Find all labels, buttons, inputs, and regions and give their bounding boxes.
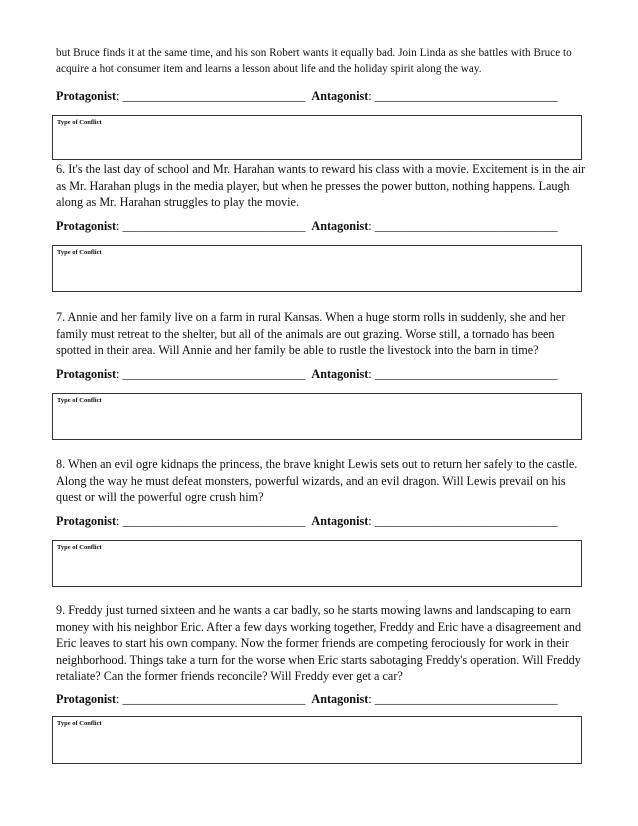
protagonist-label: Protagonist bbox=[56, 367, 117, 381]
antagonist-label: Antagonist bbox=[311, 367, 369, 381]
antagonist-blank[interactable]: ______________________________ bbox=[374, 367, 558, 381]
protagonist-antagonist-row: Protagonist: ______________________________ Antagonist: ______________________________ bbox=[56, 367, 558, 381]
conflict-box[interactable] bbox=[52, 245, 582, 292]
antagonist-blank[interactable]: ______________________________ bbox=[374, 219, 558, 233]
protagonist-label: Protagonist bbox=[56, 219, 117, 233]
protagonist-blank[interactable]: ______________________________ bbox=[122, 692, 306, 706]
antagonist-blank[interactable]: ______________________________ bbox=[374, 692, 558, 706]
protagonist-antagonist-row: Protagonist: ______________________________ Antagonist: ______________________________ bbox=[56, 692, 558, 706]
conflict-box[interactable] bbox=[52, 716, 582, 764]
protagonist-label: Protagonist bbox=[56, 89, 117, 103]
protagonist-blank[interactable]: ______________________________ bbox=[122, 219, 306, 233]
protagonist-label: Protagonist bbox=[56, 514, 117, 528]
antagonist-blank[interactable]: ______________________________ bbox=[374, 514, 558, 528]
passage-6: 6. It's the last day of school and Mr. Harahan wants to reward his class with a movie. Excitement is in the air as Mr. Harahan plugs in the media player, but when he presses the power button, nothing happens. Laugh along as Mr. Harahan struggles to play the movie. bbox=[56, 162, 586, 209]
protagonist-label: Protagonist bbox=[56, 692, 117, 706]
conflict-label: Type of Conflict bbox=[57, 249, 102, 256]
conflict-label: Type of Conflict bbox=[57, 544, 102, 551]
protagonist-blank[interactable]: ______________________________ bbox=[122, 89, 306, 103]
passage-8: 8. When an evil ogre kidnaps the princess, the brave knight Lewis sets out to return her safely to the castle. Along the way he must defeat monsters, powerful wizards, and an evil dragon. Will Lewis prevail on his quest or will the powerful ogre crush him? bbox=[56, 457, 578, 504]
antagonist-blank[interactable]: ______________________________ bbox=[374, 89, 558, 103]
antagonist-label: Antagonist bbox=[311, 89, 369, 103]
passage-9: 9. Freddy just turned sixteen and he wants a car badly, so he starts mowing lawns and landscaping to earn money with his neighbor Eric. After a few days working together, Freddy and Eric have a disagreement and Eric leaves to start his own company. Now the former friends are competing ferociously for work in their neighborhood. Things take a turn for the worse when Eric starts sabotaging Freddy's operation. Will Freddy retaliate? Can the former friends reconcile? Will Freddy ever get a car? bbox=[56, 603, 582, 683]
protagonist-antagonist-row: Protagonist: ______________________________ Antagonist: ______________________________ bbox=[56, 89, 558, 103]
antagonist-label: Antagonist bbox=[311, 514, 369, 528]
conflict-box[interactable] bbox=[52, 115, 582, 160]
protagonist-antagonist-row: Protagonist: ______________________________ Antagonist: ______________________________ bbox=[56, 219, 558, 233]
conflict-label: Type of Conflict bbox=[57, 397, 102, 404]
conflict-box[interactable] bbox=[52, 540, 582, 587]
protagonist-blank[interactable]: ______________________________ bbox=[122, 514, 306, 528]
protagonist-antagonist-row: Protagonist: ______________________________ Antagonist: ______________________________ bbox=[56, 514, 558, 528]
antagonist-label: Antagonist bbox=[311, 219, 369, 233]
conflict-label: Type of Conflict bbox=[57, 119, 102, 126]
passage-7: 7. Annie and her family live on a farm in rural Kansas. When a huge storm rolls in suddenly, she and her family must retreat to the shelter, but all of the animals are out grazing. Worse still, a tornado has been spotted in their area. Will Annie and her family be able to rustle the livestock into the barn in time? bbox=[56, 310, 566, 357]
protagonist-blank[interactable]: ______________________________ bbox=[122, 367, 306, 381]
conflict-label: Type of Conflict bbox=[57, 720, 102, 727]
antagonist-label: Antagonist bbox=[311, 692, 369, 706]
conflict-box[interactable] bbox=[52, 393, 582, 440]
intro-passage: but Bruce finds it at the same time, and his son Robert wants it equally bad. Join Linda as she battles with Bruce to acquire a hot consumer item and learns a lesson about life and the holiday spirit along the way. bbox=[56, 47, 572, 75]
